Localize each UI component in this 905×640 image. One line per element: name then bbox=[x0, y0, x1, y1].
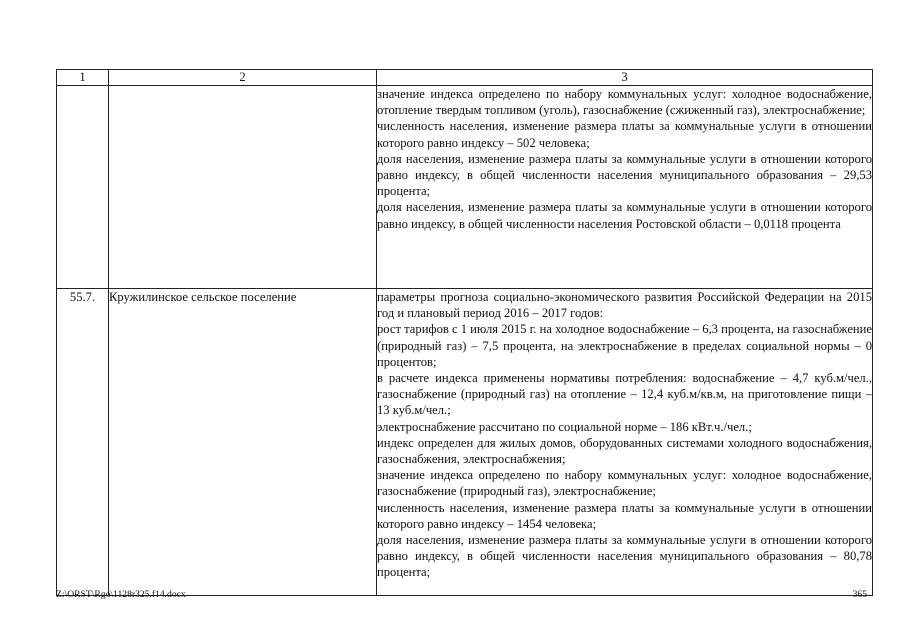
table-header-row bbox=[57, 70, 873, 86]
paragraph: численность населения, изменение размера платы за коммунальные услуги в отношении которого равно индексу – 502 человека; bbox=[377, 119, 872, 150]
page-number: 365 bbox=[852, 589, 867, 600]
header-cell-2: 2 bbox=[109, 70, 377, 86]
paragraph: индекс определен для жилых домов, оборудованных системами холодного водоснабжения, газоснабжения, электроснабжения; bbox=[377, 435, 872, 467]
paragraph: значение индекса определено по набору коммунальных услуг: холодное водоснабжение, газоснабжение (природный газ), электроснабжение; bbox=[377, 468, 872, 499]
settlement-name: Кружилинское сельское поселение bbox=[109, 289, 377, 596]
table-row bbox=[57, 86, 873, 289]
row-description bbox=[377, 289, 873, 596]
paragraph: рост тарифов с 1 июля 2015 г. на холодное водоснабжение – 6,3 процента, на газоснабжение (природный газ) – 7,5 процента, на электроснабжение в пределах социальной нормы – 0 процентов; bbox=[377, 322, 872, 369]
row-number bbox=[57, 86, 109, 289]
paragraph: параметры прогноза социально-экономического развития Российской Федерации на 2015 год и плановый период 2016 – 2017 годов: bbox=[377, 290, 872, 321]
document-table bbox=[56, 69, 873, 596]
footer-file-path: Z:\ORST\Rgo\1128r325.f14.docx bbox=[56, 589, 186, 600]
paragraph: доля населения, изменение размера платы за коммунальные услуги в отношении которого равно индексу, в общей численности населения Ростовской области – 0,0118 процента bbox=[377, 200, 872, 231]
header-cell-1: 1 bbox=[57, 70, 109, 86]
paragraph: значение индекса определено по набору коммунальных услуг: холодное водоснабжение, отопление твердым топливом (уголь), газоснабжение (сжиженный газ), электроснабжение; bbox=[377, 87, 872, 118]
paragraph: доля населения, изменение размера платы за коммунальные услуги в отношении которого равно индексу, в общей численности населения муниципального образования – 80,78 процента; bbox=[377, 533, 872, 580]
settlement-name bbox=[109, 86, 377, 289]
row-number: 55.7. bbox=[57, 289, 109, 596]
paragraph: численность населения, изменение размера платы за коммунальные услуги в отношении которого равно индексу – 1454 человека; bbox=[377, 500, 872, 531]
paragraph: доля населения, изменение размера платы за коммунальные услуги в отношении которого равно индексу, в общей численности населения муниципального образования – 29,53 процента; bbox=[377, 151, 872, 199]
header-cell-3: 3 bbox=[377, 70, 873, 86]
paragraph: в расчете индекса применены нормативы потребления: водоснабжение – 4,7 куб.м/чел., газоснабжение (природный газ) на отопление – 12,4 куб.м/кв.м, на приготовление пищи – 13 куб.м/чел.; bbox=[377, 371, 872, 418]
row-description bbox=[377, 86, 873, 289]
paragraph: электроснабжение рассчитано по социальной норме – 186 кВт.ч./чел.; bbox=[377, 419, 752, 434]
table-row bbox=[57, 289, 873, 596]
